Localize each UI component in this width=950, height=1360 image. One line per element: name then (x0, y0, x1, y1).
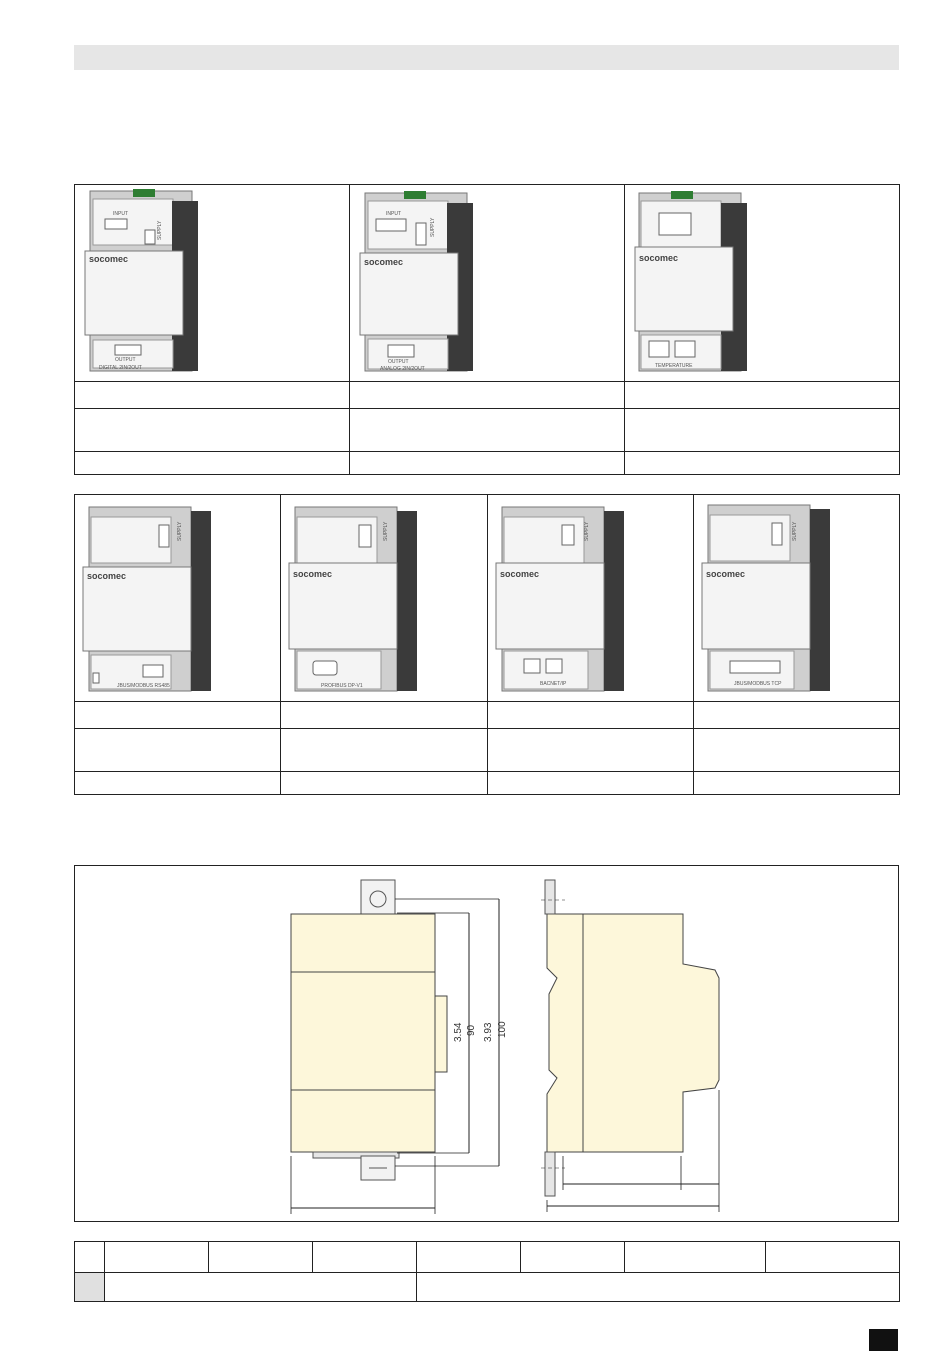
spec-cell (75, 452, 350, 475)
module-caption: ANALOG 2IN/2OUT (380, 366, 425, 372)
ethernet-port-icon (546, 659, 562, 673)
supply-label: SUPPLY (430, 217, 436, 237)
dim-inch-body: 3.54 (453, 1022, 464, 1042)
module-image-temperature (625, 185, 900, 381)
module-caption: DIGITAL 2IN/2OUT (99, 365, 142, 371)
spec-cell (694, 772, 900, 795)
spec-cell (625, 382, 900, 409)
table-header-cell (313, 1242, 417, 1273)
modules-table-bottom (74, 494, 900, 795)
module-caption: TEMPERATURE (655, 363, 693, 369)
supply-label: SUPPLY (584, 521, 590, 541)
module-cell-analog (350, 185, 625, 382)
spec-cell (281, 702, 488, 729)
table-header-cell (521, 1242, 625, 1273)
module-caption: JBUS/MODBUS TCP (734, 681, 782, 687)
table-header-cell (625, 1242, 766, 1273)
module-cell-digital (75, 185, 350, 382)
spec-cell (488, 729, 694, 772)
dimension-drawing (75, 866, 898, 1221)
socomec-logo: socomec (87, 571, 127, 581)
table-value-cell (417, 1273, 900, 1302)
dim-inch-total: 3.93 (483, 1022, 494, 1042)
socomec-logo: socomec (364, 257, 404, 267)
socomec-logo: socomec (500, 569, 540, 579)
spec-cell (75, 382, 350, 409)
dimension-drawing-frame (74, 865, 899, 1222)
input-panel-label: INPUT (113, 211, 128, 217)
dim-mm-body: 90 (466, 1024, 477, 1036)
din-clip-top (361, 880, 395, 916)
table-value-cell (105, 1273, 417, 1302)
spec-cell (625, 409, 900, 452)
module-caption: PROFIBUS DP-V1 (321, 683, 363, 689)
module-image-jbus-rs485 (75, 495, 281, 701)
spec-cell (75, 772, 281, 795)
output-panel-label: OUTPUT (115, 357, 136, 363)
input-panel-label: INPUT (386, 211, 401, 217)
spec-cell (350, 382, 625, 409)
module-caption: JBUS/MODBUS RS485 (117, 683, 170, 689)
front-view-body (291, 914, 435, 1152)
modules-table-top (74, 184, 900, 475)
supply-label: SUPPLY (383, 521, 389, 541)
ethernet-port-icon (524, 659, 540, 673)
module-cell-profibus (281, 495, 488, 702)
page-number-box (869, 1329, 898, 1351)
module-image-bacnet (488, 495, 694, 701)
spec-cell (694, 729, 900, 772)
module-caption: BACNET/IP (540, 681, 567, 687)
spec-cell (350, 409, 625, 452)
table-header-cell (417, 1242, 521, 1273)
spec-cell (281, 729, 488, 772)
socomec-logo: socomec (706, 569, 746, 579)
table-header-cell (766, 1242, 900, 1273)
module-image-jbus-tcp (694, 495, 900, 701)
spec-cell (281, 772, 488, 795)
terminal-block-icon (404, 191, 426, 199)
terminal-block-icon (671, 191, 693, 199)
table-header-cell (209, 1242, 313, 1273)
module-cell-temperature (625, 185, 900, 382)
table-header-cell (105, 1242, 209, 1273)
spec-cell (488, 702, 694, 729)
module-image-digital (75, 185, 350, 381)
table-row-label-cell (75, 1273, 105, 1302)
spec-cell (488, 772, 694, 795)
module-image-profibus (281, 495, 488, 701)
output-panel-label: OUTPUT (388, 359, 409, 365)
dim-mm-total: 100 (497, 1021, 508, 1038)
spec-cell (75, 409, 350, 452)
side-view-body (547, 882, 719, 1196)
spec-cell (694, 702, 900, 729)
socomec-logo: socomec (639, 253, 679, 263)
supply-label: SUPPLY (177, 521, 183, 541)
spec-cell (75, 702, 281, 729)
spec-cell (350, 452, 625, 475)
module-cell-jbus-tcp (694, 495, 900, 702)
socomec-logo: socomec (293, 569, 333, 579)
terminal-block-icon (133, 189, 155, 197)
supply-label: SUPPLY (792, 521, 798, 541)
dimensions-table (74, 1241, 900, 1302)
spec-cell (75, 729, 281, 772)
table-corner-cell (75, 1242, 105, 1273)
spec-cell (625, 452, 900, 475)
supply-label: SUPPLY (157, 220, 163, 240)
module-image-analog (350, 185, 625, 381)
module-cell-bacnet (488, 495, 694, 702)
db9-connector-icon (313, 661, 337, 675)
socomec-logo: socomec (89, 254, 129, 264)
module-cell-jbus-rs485 (75, 495, 281, 702)
header-bar (74, 45, 899, 70)
